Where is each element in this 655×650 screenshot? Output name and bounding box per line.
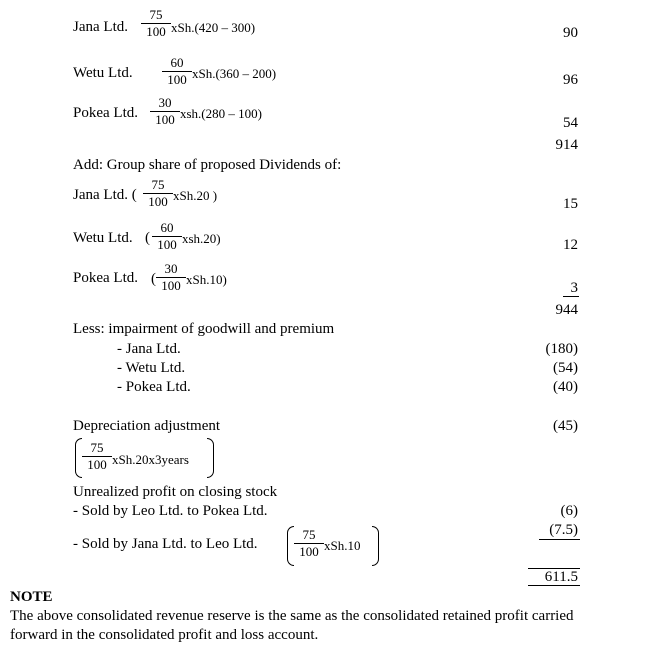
open-bracket — [75, 438, 82, 478]
pokea-amount: 54 — [563, 115, 578, 131]
unrealized-heading: Unrealized profit on closing stock — [73, 484, 278, 500]
fraction-denominator: 100 — [167, 72, 187, 87]
add-dividends-heading: Add: Group share of proposed Dividends of: — [73, 157, 342, 173]
imp-jana-label: - Jana Ltd. — [117, 341, 181, 357]
div-pokea-expression: xSh.10) — [186, 272, 227, 287]
div-jana-fraction — [143, 178, 173, 209]
div-jana-label: Jana Ltd. ( — [73, 187, 137, 203]
unreal-jana-label: - Sold by Jana Ltd. to Leo Ltd. — [73, 536, 258, 552]
subtotal-914: 914 — [555, 137, 578, 153]
underline-rule — [539, 539, 580, 540]
pokea-expression: xsh.(280 – 100) — [180, 106, 262, 121]
div-wetu-open-paren: ( — [145, 230, 150, 246]
note-line-1: The above consolidated revenue reserve is the same as the consolidated retained profit carried — [10, 608, 574, 624]
close-bracket — [372, 526, 379, 566]
fraction-numerator: 30 — [164, 261, 178, 276]
imp-pokea-label: - Pokea Ltd. — [117, 379, 191, 395]
fraction-numerator: 60 — [160, 220, 174, 235]
jana-label: Jana Ltd. — [73, 19, 128, 35]
fraction-denominator: 100 — [155, 112, 175, 127]
depreciation-label: Depreciation adjustment — [73, 418, 221, 434]
depreciation-amount: (45) — [553, 418, 578, 434]
total-amount: 611.5 — [544, 569, 578, 585]
div-pokea-label: Pokea Ltd. — [73, 270, 138, 286]
depreciation-fraction — [82, 441, 112, 472]
fraction-numerator: 30 — [158, 95, 172, 110]
fraction-denominator: 100 — [148, 194, 168, 209]
div-wetu-fraction — [152, 221, 182, 252]
open-bracket — [287, 526, 294, 566]
imp-jana-amount: (180) — [545, 341, 578, 357]
div-jana-amount: 15 — [563, 196, 578, 212]
div-wetu-label: Wetu Ltd. — [73, 230, 133, 246]
fraction-denominator: 100 — [146, 24, 166, 39]
div-pokea-fraction — [156, 262, 186, 293]
fraction-numerator: 75 — [302, 527, 316, 542]
unreal-leo-label: - Sold by Leo Ltd. to Pokea Ltd. — [73, 503, 268, 519]
jana-fraction — [141, 8, 171, 39]
unreal-jana-amount: (7.5) — [549, 522, 578, 538]
less-impairment-heading: Less: impairment of goodwill and premium — [73, 321, 335, 337]
div-jana-expression: xSh.20 ) — [173, 188, 218, 203]
unreal-jana-expression: xSh.10 — [324, 538, 361, 553]
fraction-numerator: 75 — [151, 177, 165, 192]
fraction-numerator: 75 — [90, 440, 104, 455]
wetu-amount: 96 — [563, 72, 578, 88]
close-bracket — [207, 438, 214, 478]
underline-rule — [563, 296, 579, 297]
fraction-denominator: 100 — [87, 457, 107, 472]
unreal-leo-amount: (6) — [560, 503, 578, 519]
fraction-numerator: 60 — [170, 55, 184, 70]
imp-wetu-label: - Wetu Ltd. — [117, 360, 186, 376]
div-wetu-expression: xsh.20) — [182, 231, 221, 246]
unreal-jana-fraction — [294, 528, 324, 559]
fraction-denominator: 100 — [299, 544, 319, 559]
fraction-denominator: 100 — [157, 237, 177, 252]
subtotal-944: 944 — [555, 302, 578, 318]
imp-wetu-amount: (54) — [553, 360, 578, 376]
wetu-label: Wetu Ltd. — [73, 65, 133, 81]
note-line-2: forward in the consolidated profit and loss account. — [10, 627, 319, 643]
total-underline — [528, 585, 580, 586]
pokea-fraction — [150, 96, 180, 127]
fraction-denominator: 100 — [161, 278, 181, 293]
wetu-fraction — [162, 56, 192, 87]
imp-pokea-amount: (40) — [553, 379, 578, 395]
jana-amount: 90 — [563, 25, 578, 41]
wetu-expression: xSh.(360 – 200) — [192, 66, 277, 81]
depreciation-expression: xSh.20x3years — [112, 452, 189, 467]
jana-expression: xSh.(420 – 300) — [171, 20, 256, 35]
fraction-numerator: 75 — [149, 7, 163, 22]
div-pokea-amount: 3 — [570, 280, 578, 296]
note-title: NOTE — [10, 589, 53, 605]
pokea-label: Pokea Ltd. — [73, 105, 138, 121]
div-pokea-open-paren: ( — [151, 271, 156, 287]
div-wetu-amount: 12 — [563, 237, 578, 253]
